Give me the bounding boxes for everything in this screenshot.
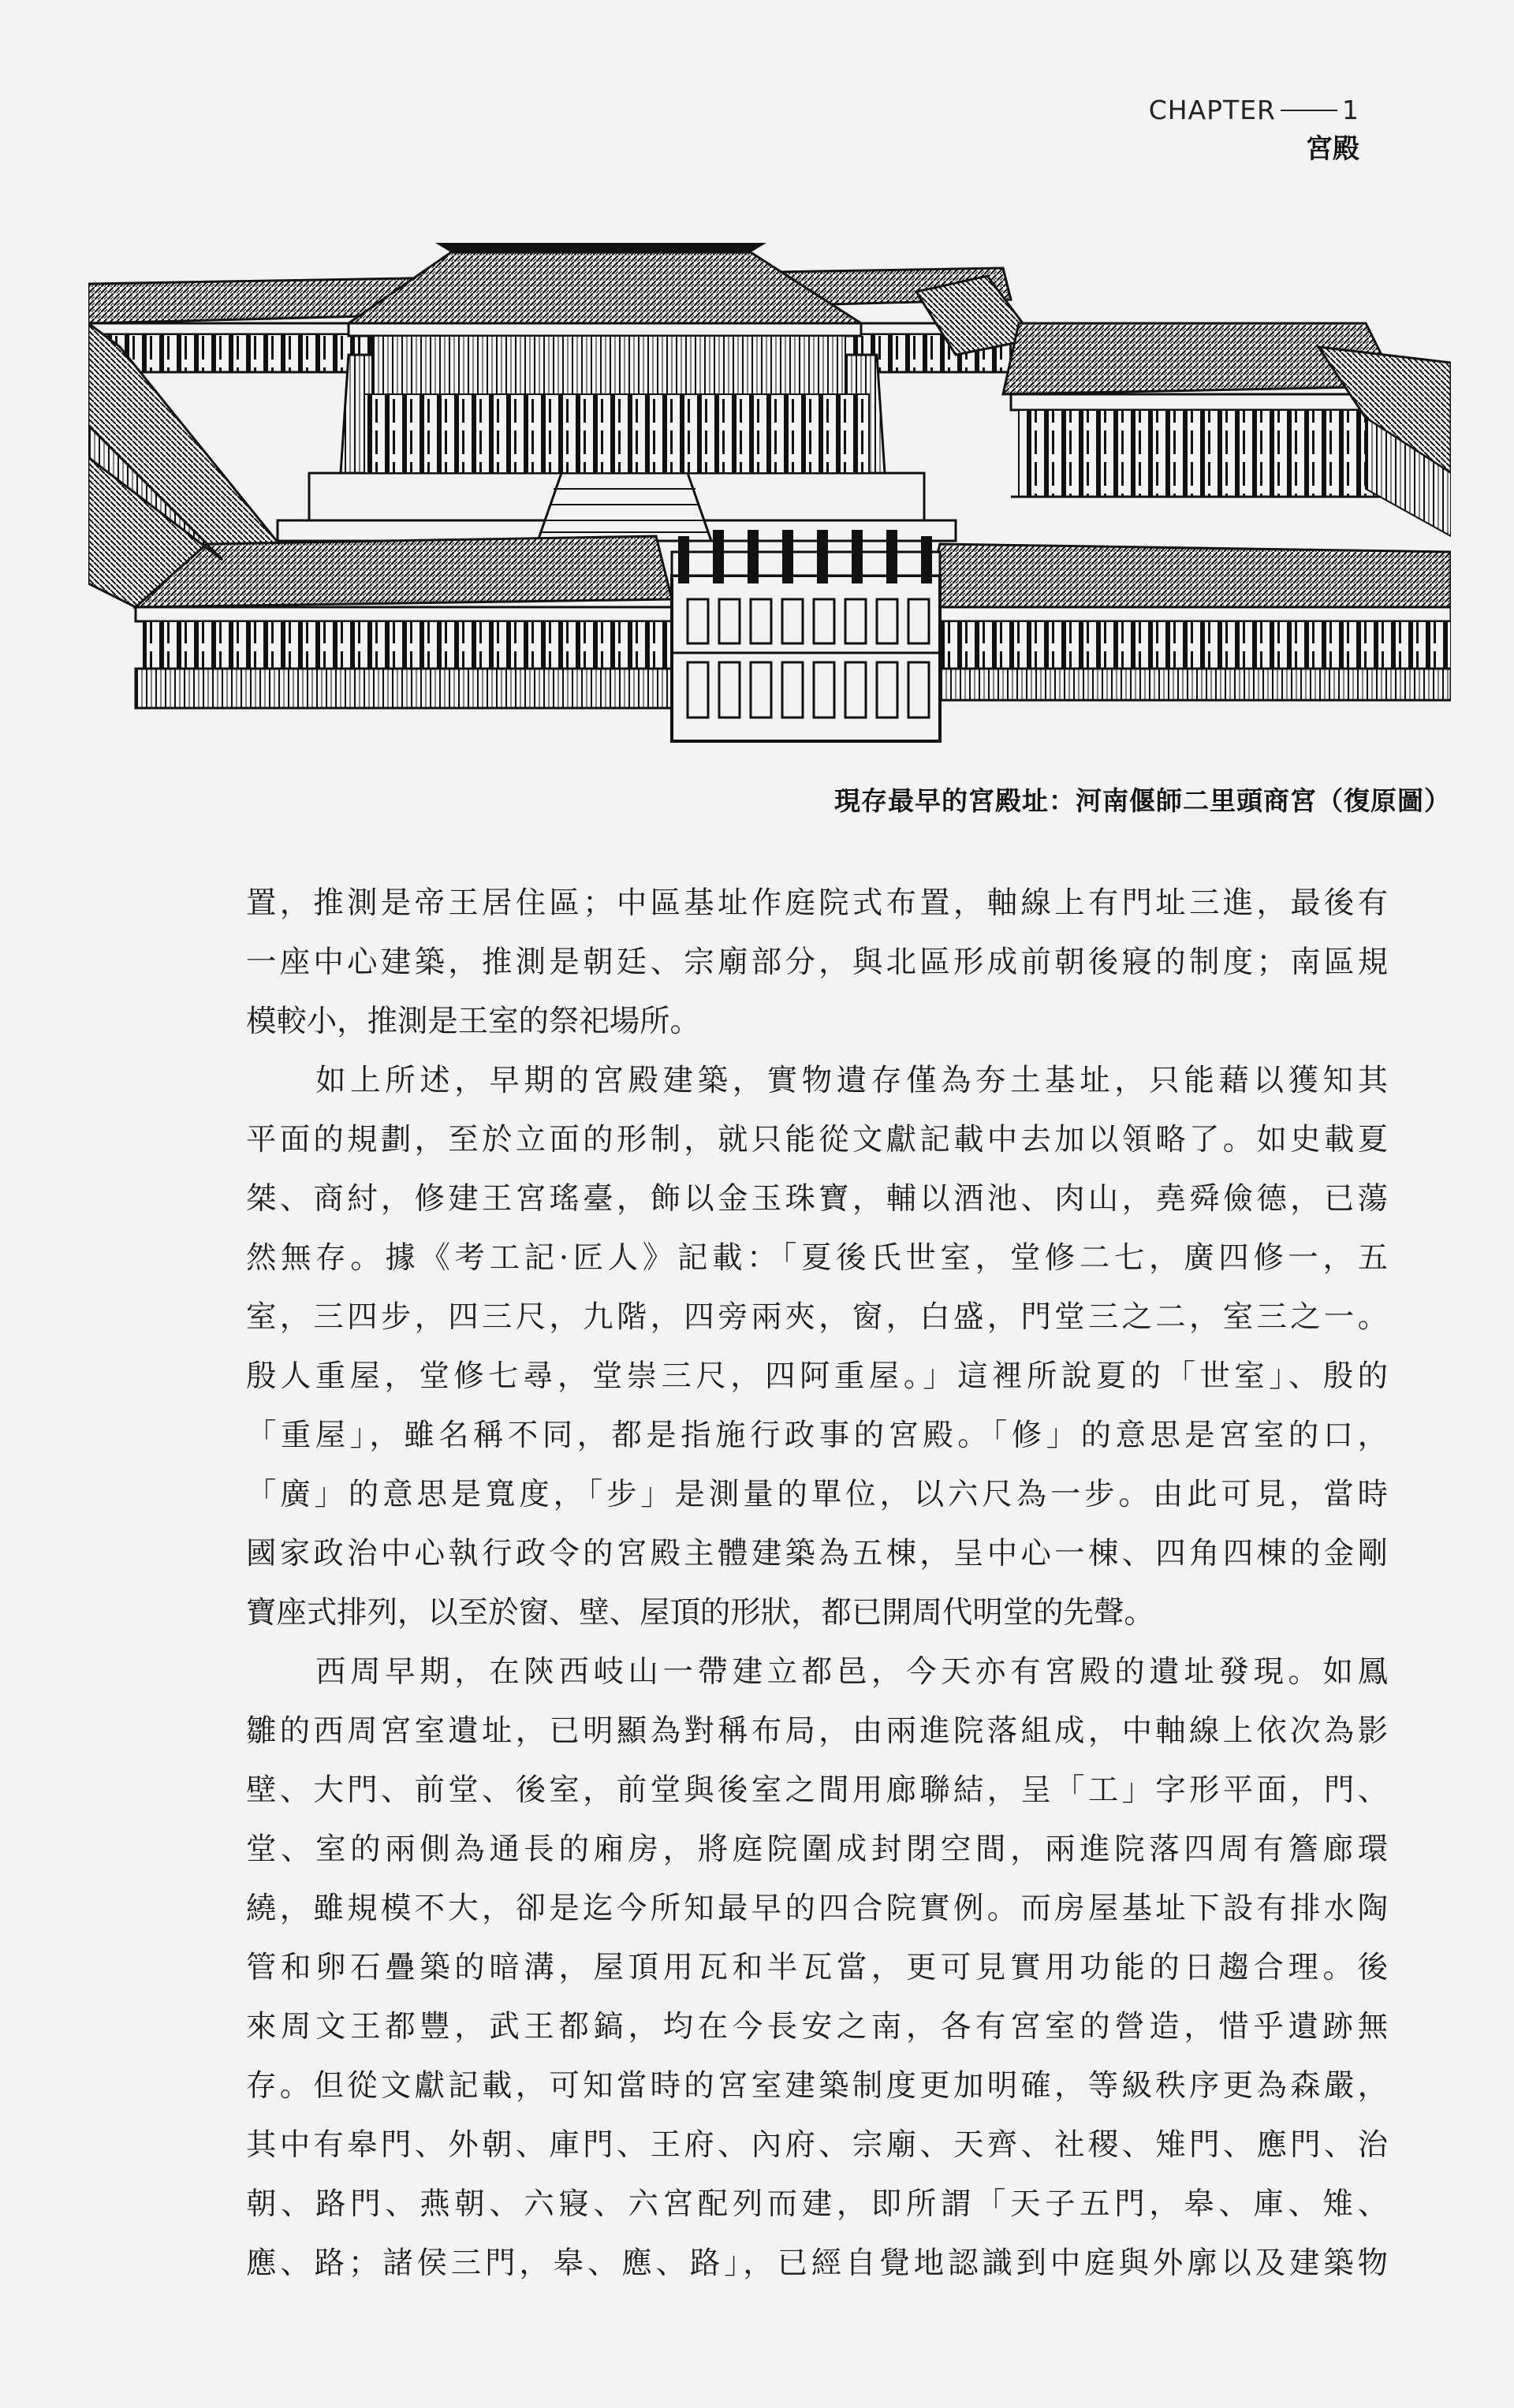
figure-caption: 現存最早的宮殿址：河南偃師二里頭商宮（復原圖） [834,785,1451,816]
text-line: 國家政治中心執行政令的宮殿主體建築為五棟，呈中心一棟、四角四棟的金剛 [246,1536,1388,1571]
text-line: 朝、路門、燕朝、六寢、六宮配列而建，即所謂「天子五門，皋、庫、雉、 [246,2186,1388,2222]
chapter-word: CHAPTER [1148,95,1276,125]
text-line: 置，推測是帝王居住區；中區基址作庭院式布置，軸線上有門址三進，最後有 [246,885,1388,921]
palace-reconstruction-illustration [88,237,1451,751]
running-header [1149,93,1359,169]
central-gate [672,530,940,741]
text-line: 平面的規劃，至於立面的形制，就只能從文獻記載中去加以領略了。如史載夏 [246,1122,1388,1157]
text-line: 存。但從文獻記載，可知當時的宮室建築制度更加明確，等級秩序更為森嚴， [246,2068,1388,2104]
text-line: 桀、商紂，修建王宮瑤臺，飾以金玉珠寶，輔以酒池、肉山，堯舜儉德，已蕩 [246,1181,1388,1217]
text-line: 壁、大門、前堂、後室，前堂與後室之間用廊聯結，呈「工」字形平面，門、 [246,1772,1388,1808]
text-line: 殷人重屋，堂修七尋，堂崇三尺，四阿重屋。」這裡所說夏的「世室」、殷的 [246,1359,1388,1394]
text-line: 室，三四步，四三尺，九階，四旁兩夾，窗，白盛，門堂三之二，室三之一。 [246,1299,1388,1335]
text-line: 寶座式排列，以至於窗、壁、屋頂的形狀，都已開周代明堂的先聲。 [246,1595,1154,1631]
chapter-number: 1 [1342,95,1359,125]
text-line: 其中有皋門、外朝、庫門、王府、內府、宗廟、天齊、社稷、雉門、應門、治 [246,2127,1388,2163]
text-line: 「廣」的意思是寬度，「步」是測量的單位，以六尺為一步。由此可見，當時 [246,1477,1388,1512]
text-line: 模較小，推測是王室的祭祀場所。 [246,1004,700,1039]
text-line: 來周文王都豐，武王都鎬，均在今長安之南，各有宮室的營造，惜乎遺跡無 [246,2009,1388,2045]
palace-drawing [88,237,1451,751]
text-line: 雛的西周宮室遺址，已明顯為對稱布局，由兩進院落組成，中軸線上依次為影 [246,1713,1388,1749]
text-line: 一座中心建築，推測是朝廷、宗廟部分，與北區形成前朝後寢的制度；南區規 [246,945,1388,980]
body-text [246,874,1388,2293]
paragraph [246,874,1388,1051]
paragraph [246,1642,1388,2293]
text-line: 管和卵石疊築的暗溝，屋頂用瓦和半瓦當，更可見實用功能的日趨合理。後 [246,1950,1388,1985]
text-line: 應、路；諸侯三門，皋、應、路」，已經自覺地認識到中庭與外廓以及建築物 [246,2246,1388,2281]
south-east-gallery [924,544,1451,700]
text-line: 如上所述，早期的宮殿建築，實物遺存僅為夯土基址，只能藉以獲知其 [246,1063,1388,1098]
text-line: 西周早期，在陝西岐山一帶建立都邑，今天亦有宮殿的遺址發現。如鳳 [246,1654,1388,1690]
chapter-dash [1281,110,1337,111]
text-line: 「重屋」，雖名稱不同，都是指施行政事的宮殿。「修」的意思是宮室的口， [246,1418,1388,1453]
text-line: 然無存。據《考工記·匠人》記載：「夏後氏世室，堂修二七，廣四修一，五 [246,1240,1388,1276]
chapter-label [1149,93,1359,128]
section-title: 宮殿 [1306,133,1359,165]
text-line: 繞，雖規模不大，卻是迄今所知最早的四合院實例。而房屋基址下設有排水陶 [246,1891,1388,1926]
paragraph [246,1051,1388,1642]
text-line: 堂、室的兩側為通長的廂房，將庭院圍成封閉空間，兩進院落四周有簷廊環 [246,1832,1388,1867]
